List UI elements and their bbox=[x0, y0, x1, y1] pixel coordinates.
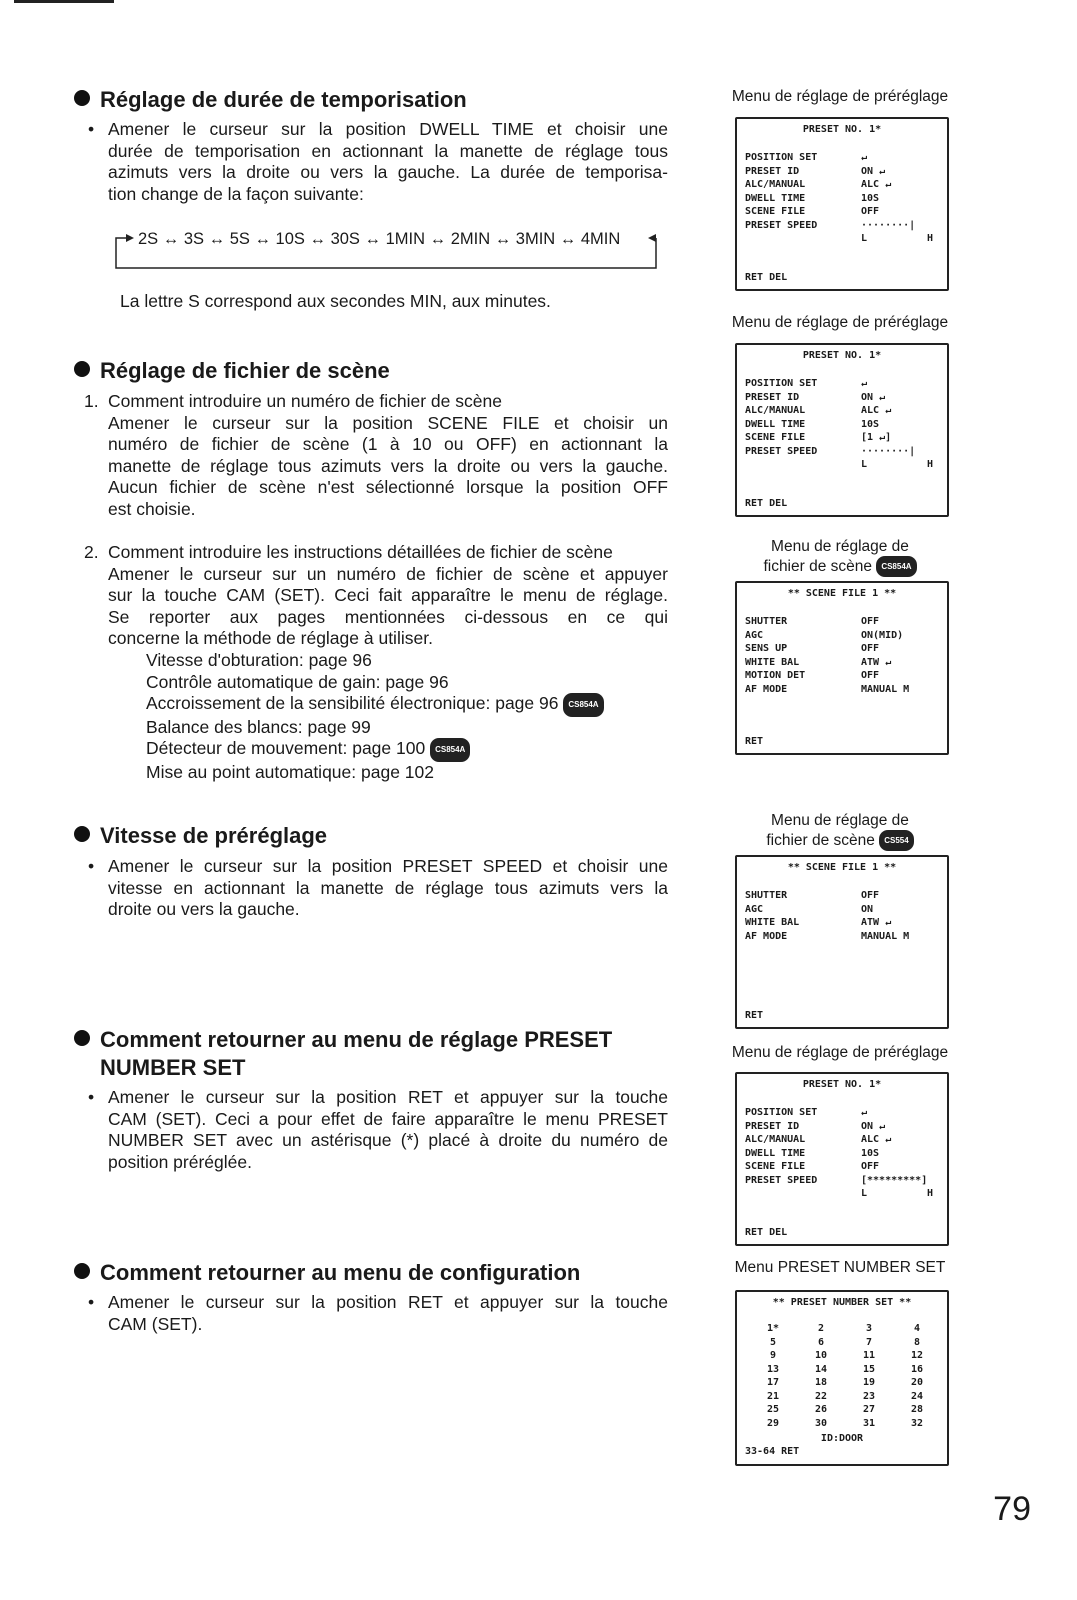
value: OFF bbox=[861, 643, 880, 654]
bullet-marker: • bbox=[88, 119, 95, 139]
grid-cell: 6 bbox=[817, 1336, 825, 1348]
return-preset-description bbox=[108, 1087, 668, 1173]
screen-footer: RET bbox=[745, 1010, 764, 1021]
bullet-dot-icon bbox=[74, 1030, 90, 1046]
text-line: tion change de la façon suivante: bbox=[108, 183, 364, 204]
bullet-marker: • bbox=[88, 856, 95, 876]
label: DWELL TIME bbox=[745, 1147, 806, 1159]
value: ········| bbox=[861, 219, 916, 231]
value: OFF bbox=[861, 616, 880, 627]
caption-scene-854 bbox=[720, 537, 960, 577]
grid-cell: 10 bbox=[814, 1350, 828, 1361]
bullet-dot-icon bbox=[74, 826, 90, 842]
label: SCENE FILE bbox=[745, 1161, 806, 1172]
value: OFF bbox=[861, 206, 880, 217]
caption-preset-menu-2: Menu de réglage de préréglage bbox=[731, 314, 949, 331]
grid-cell: 22 bbox=[814, 1390, 828, 1402]
value: OFF bbox=[861, 890, 880, 901]
label: WHITE BAL bbox=[745, 656, 800, 668]
screen-values bbox=[861, 889, 909, 943]
caption-preset-menu-3: Menu de réglage de préréglage bbox=[731, 1044, 949, 1061]
grid-cell: 21 bbox=[766, 1390, 780, 1402]
label: SCENE FILE bbox=[745, 206, 806, 217]
value: ALC ↵ bbox=[861, 1134, 892, 1145]
bullet-dot-icon bbox=[74, 90, 90, 106]
text-line: droite ou vers la gauche. bbox=[108, 899, 300, 919]
grid-cell: 13 bbox=[766, 1363, 780, 1375]
text-line: position préréglée. bbox=[108, 1151, 252, 1172]
caption-preset-menu: Menu de réglage de préréglage bbox=[731, 88, 949, 105]
label: PRESET SPEED bbox=[745, 219, 818, 231]
grid-cell: 15 bbox=[862, 1363, 876, 1375]
ref-text: Détecteur de mouvement: page 100 bbox=[146, 738, 426, 758]
screen-preset-menu-3 bbox=[735, 1072, 949, 1246]
value: ATW ↵ bbox=[861, 656, 892, 668]
ref-line bbox=[146, 693, 604, 717]
screen-values bbox=[861, 615, 909, 696]
model-badge: CS854A bbox=[876, 556, 916, 577]
label: ALC/MANUAL bbox=[745, 179, 806, 190]
speed-high-label: H bbox=[927, 459, 934, 470]
grid-cell: 16 bbox=[910, 1363, 924, 1375]
model-badge: CS854A bbox=[563, 693, 603, 717]
grid-cell: 30 bbox=[814, 1417, 828, 1429]
grid-cell: 26 bbox=[814, 1404, 828, 1415]
value: ON ↵ bbox=[861, 165, 886, 177]
label: POSITION SET bbox=[745, 1107, 818, 1118]
text-line: NUMBER SET avec un astérisque (*) placé à droite du numéro de bbox=[108, 1130, 668, 1150]
screen-scene-file-554 bbox=[735, 855, 949, 1029]
speed-low-label: L bbox=[861, 233, 868, 244]
screen-labels bbox=[745, 1106, 817, 1187]
value: ON(MID) bbox=[861, 629, 904, 641]
label: SENS UP bbox=[745, 643, 788, 654]
value: OFF bbox=[861, 670, 880, 681]
screen-values bbox=[861, 377, 915, 458]
label: DWELL TIME bbox=[745, 418, 806, 430]
caption-line bbox=[720, 830, 960, 851]
top-rule bbox=[14, 0, 114, 3]
screen-preset-menu-1 bbox=[735, 117, 949, 291]
value: ON ↵ bbox=[861, 1120, 886, 1132]
text-line: Amener le curseur sur la position DWELL TIME et choisir une bbox=[108, 119, 668, 139]
screen-title: ** SCENE FILE 1 ** bbox=[787, 862, 897, 873]
label: AF MODE bbox=[745, 930, 788, 942]
grid-cell: 5 bbox=[769, 1336, 777, 1348]
text-line: Amener le curseur sur un numéro de fichier de scène et appuyer bbox=[108, 563, 668, 584]
value: ↵ bbox=[861, 1107, 868, 1118]
speed-high-label: H bbox=[927, 1188, 934, 1199]
screen-title: PRESET NO. 1* bbox=[802, 350, 882, 361]
text-line: concerne la méthode de réglage à utiliser. bbox=[108, 628, 433, 648]
grid-cell: 2 bbox=[817, 1323, 825, 1334]
screen-values bbox=[861, 151, 915, 232]
text-line: Se reporter aux pages mentionnées ci-dessous en ce qui bbox=[108, 606, 668, 627]
text-line: Amener le curseur sur la position RET et appuyer sur la touche bbox=[108, 1292, 668, 1312]
value: ATW ↵ bbox=[861, 917, 892, 928]
value: OFF bbox=[861, 1161, 880, 1172]
grid-cell: 12 bbox=[910, 1350, 924, 1361]
label: PRESET SPEED bbox=[745, 445, 818, 457]
model-badge: CS854A bbox=[430, 738, 470, 762]
heading-text: Réglage de fichier de scène bbox=[100, 358, 390, 383]
section-heading-return-setup bbox=[74, 1260, 580, 1286]
text-line: Amener le curseur sur la position RET et appuyer sur la touche bbox=[108, 1087, 668, 1107]
grid-cell: 24 bbox=[910, 1390, 924, 1402]
screen-footer: RET bbox=[745, 736, 764, 747]
value: MANUAL M bbox=[861, 683, 910, 695]
label: WHITE BAL bbox=[745, 917, 800, 928]
grid-cell: 7 bbox=[865, 1336, 873, 1348]
label: ALC/MANUAL bbox=[745, 1134, 806, 1145]
value: MANUAL M bbox=[861, 930, 910, 942]
model-badge: CS554 bbox=[879, 830, 913, 851]
ref-line: Contrôle automatique de gain: page 96 bbox=[146, 671, 449, 692]
heading-text: Réglage de durée de temporisation bbox=[100, 87, 467, 112]
section-heading-return-preset bbox=[74, 1027, 612, 1053]
grid-cell: 28 bbox=[910, 1404, 924, 1415]
dwell-note: La lettre S correspond aux secondes MIN, aux minutes. bbox=[120, 291, 551, 311]
speed-low-label: L bbox=[861, 1188, 868, 1199]
screen-values bbox=[861, 1106, 927, 1187]
grid-cell: 18 bbox=[814, 1377, 828, 1388]
caption-text: fichier de scène bbox=[766, 832, 875, 849]
text-line: Amener le curseur sur la position SCENE FILE et choisir un bbox=[108, 412, 668, 433]
caption-line: Menu de réglage de bbox=[771, 538, 909, 555]
heading-text: Comment retourner au menu de configuration bbox=[100, 1260, 581, 1285]
bullet-marker: • bbox=[88, 1292, 95, 1312]
value-selected: [1 ↵] bbox=[861, 432, 892, 443]
label: PRESET ID bbox=[745, 1120, 800, 1132]
text-line: CAM (SET). Ceci a pour effet de faire apparaître le menu PRESET bbox=[108, 1108, 668, 1129]
label: POSITION SET bbox=[745, 152, 818, 163]
screen-scene-file-854 bbox=[735, 581, 949, 755]
grid-cell: 17 bbox=[766, 1377, 780, 1388]
section-heading-scene-file bbox=[74, 358, 390, 384]
screen-footer: RET DEL bbox=[745, 1227, 788, 1238]
return-setup-description bbox=[108, 1292, 668, 1335]
ref-line: Mise au point automatique: page 102 bbox=[146, 761, 434, 782]
speed-description bbox=[108, 856, 668, 921]
screen-footer: RET DEL bbox=[745, 272, 788, 283]
label: SCENE FILE bbox=[745, 432, 806, 443]
label: AGC bbox=[745, 629, 764, 641]
caption-number-set: Menu PRESET NUMBER SET bbox=[734, 1259, 946, 1276]
bullet-marker: • bbox=[88, 1087, 95, 1107]
dwell-description bbox=[108, 119, 668, 205]
grid-cell: 19 bbox=[862, 1377, 876, 1388]
grid-cell: 14 bbox=[814, 1363, 828, 1375]
text-line: Comment introduire les instructions détaillées de fichier de scène bbox=[108, 542, 613, 562]
text-line: Aucun fichier de scène n'est sélectionné lorsque la position OFF bbox=[108, 477, 668, 497]
ref-line: Vitesse d'obturation: page 96 bbox=[146, 650, 372, 670]
grid-cell: 20 bbox=[910, 1377, 924, 1388]
screen-labels bbox=[745, 151, 817, 232]
label: SHUTTER bbox=[745, 616, 788, 627]
grid-cell: 9 bbox=[769, 1350, 777, 1361]
grid-cell: 1* bbox=[766, 1323, 780, 1334]
label: PRESET ID bbox=[745, 165, 800, 177]
screen-labels bbox=[745, 615, 805, 696]
section-heading-dwell bbox=[74, 87, 467, 113]
list-number: 2. bbox=[84, 542, 99, 562]
value: ALC ↵ bbox=[861, 405, 892, 416]
text-line: Amener le curseur sur la position PRESET SPEED et choisir une bbox=[108, 856, 668, 876]
speed-low-label: L bbox=[861, 459, 868, 470]
value: 10S bbox=[861, 192, 880, 204]
grid-cell: 4 bbox=[913, 1323, 921, 1334]
value: ↵ bbox=[861, 152, 868, 163]
text-line: azimuts vers la droite ou vers la gauche. La durée de temporisa- bbox=[108, 162, 668, 182]
label: PRESET ID bbox=[745, 391, 800, 403]
screen-labels bbox=[745, 889, 799, 943]
dwell-sequence-text: 2S ↔ 3S ↔ 5S ↔ 10S ↔ 30S ↔ 1MIN ↔ 2MIN ↔ 3MIN ↔ 4MIN bbox=[138, 230, 621, 248]
grid-cell: 29 bbox=[766, 1417, 780, 1429]
label: ALC/MANUAL bbox=[745, 405, 806, 416]
scene-page-refs bbox=[146, 650, 604, 783]
screen-title: PRESET NO. 1* bbox=[802, 1079, 882, 1090]
bullet-dot-icon bbox=[74, 361, 90, 377]
screen-footer: RET DEL bbox=[745, 498, 788, 509]
ref-text: Accroissement de la sensibilité électronique: page 96 bbox=[146, 693, 559, 713]
grid-cell: 25 bbox=[766, 1404, 780, 1415]
screen-preset-menu-2 bbox=[735, 343, 949, 517]
label: PRESET SPEED bbox=[745, 1174, 818, 1186]
speed-high-label: H bbox=[927, 233, 934, 244]
label: POSITION SET bbox=[745, 378, 818, 389]
screen-title: ** PRESET NUMBER SET ** bbox=[772, 1297, 912, 1308]
label: DWELL TIME bbox=[745, 192, 806, 204]
scene-item2 bbox=[108, 542, 668, 650]
heading-text: Vitesse de préréglage bbox=[100, 823, 328, 848]
grid-cell: 23 bbox=[862, 1390, 876, 1402]
text-line: Comment introduire un numéro de fichier de scène bbox=[108, 391, 502, 411]
ref-line bbox=[146, 738, 604, 762]
screen-preset-number-set bbox=[735, 1290, 949, 1466]
caption-line bbox=[720, 556, 960, 577]
caption-line: Menu de réglage de bbox=[771, 812, 909, 829]
grid-cell: 27 bbox=[862, 1404, 876, 1415]
heading-text: Comment retourner au menu de réglage PRESET bbox=[100, 1027, 613, 1052]
text-line: numéro de fichier de scène (1 à 10 ou OFF) en actionnant la bbox=[108, 434, 668, 454]
text-line: manette de réglage tous azimuts vers la droite ou vers la gauche. bbox=[108, 455, 668, 476]
id-line: ID:DOOR bbox=[820, 1433, 864, 1444]
value-selected: [*********] bbox=[861, 1174, 928, 1186]
grid-cell: 11 bbox=[862, 1350, 876, 1361]
value: 10S bbox=[861, 1147, 880, 1159]
label: MOTION DET bbox=[745, 670, 806, 681]
grid-cell: 3 bbox=[865, 1323, 873, 1334]
grid-cell: 8 bbox=[913, 1336, 921, 1348]
screen-labels bbox=[745, 377, 817, 458]
value: ↵ bbox=[861, 378, 868, 389]
text-line: CAM (SET). bbox=[108, 1313, 203, 1334]
value: 10S bbox=[861, 418, 880, 430]
label: SHUTTER bbox=[745, 890, 788, 901]
label: AF MODE bbox=[745, 683, 788, 695]
section-heading-preset-speed bbox=[74, 823, 327, 849]
caption-text: fichier de scène bbox=[763, 558, 872, 575]
ref-line: Balance des blancs: page 99 bbox=[146, 716, 371, 737]
list-number: 1. bbox=[84, 391, 99, 411]
caption-scene-554 bbox=[720, 811, 960, 851]
text-line: sur la touche CAM (SET). Ceci fait apparaître le menu de réglage. bbox=[108, 585, 668, 605]
text-line: vitesse en actionnant la manette de réglage tous azimuts vers la bbox=[108, 877, 668, 898]
text-line: est choisie. bbox=[108, 498, 196, 519]
label: AGC bbox=[745, 903, 764, 915]
screen-title: ** SCENE FILE 1 ** bbox=[787, 588, 897, 599]
screen-title: PRESET NO. 1* bbox=[802, 124, 882, 135]
page-number: 79 bbox=[993, 1490, 1031, 1528]
bullet-dot-icon bbox=[74, 1263, 90, 1279]
value: ON ↵ bbox=[861, 391, 886, 403]
screen-footer: 33-64 RET bbox=[745, 1446, 800, 1457]
heading-text-line2: NUMBER SET bbox=[100, 1055, 246, 1080]
value: ALC ↵ bbox=[861, 179, 892, 190]
grid-cell: 32 bbox=[910, 1417, 924, 1429]
text-line: durée de temporisation en actionnant la manette de réglage tous bbox=[108, 140, 668, 161]
scene-item1 bbox=[108, 391, 668, 520]
grid-cell: 31 bbox=[862, 1417, 876, 1429]
value: ON bbox=[861, 903, 874, 915]
value: ········| bbox=[861, 445, 916, 457]
